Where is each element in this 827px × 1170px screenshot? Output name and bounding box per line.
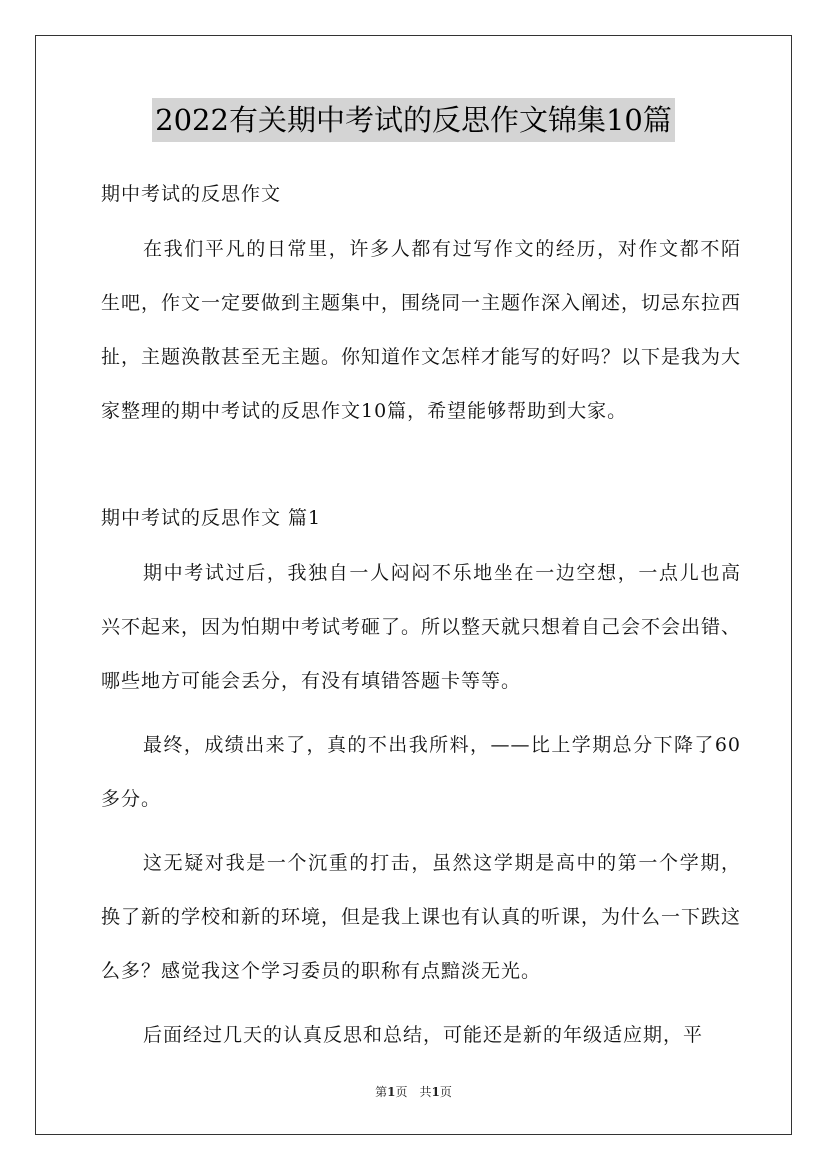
document-title: 2022有关期中考试的反思作文锦集10篇 xyxy=(152,98,675,142)
page-prefix: 第 xyxy=(375,1085,388,1099)
body-paragraph: 最终，成绩出来了，真的不出我所料，——比上学期总分下降了60多分。 xyxy=(101,734,741,810)
page-current: 1 xyxy=(387,1085,396,1099)
page-suffix: 页 xyxy=(439,1085,452,1099)
page-footer xyxy=(0,1083,827,1101)
body-paragraph: 后面经过几天的认真反思和总结，可能还是新的年级适应期，平 xyxy=(143,1024,704,1046)
title-container xyxy=(0,98,827,142)
page-total: 1 xyxy=(431,1085,440,1099)
page-mid: 页 共 xyxy=(395,1085,432,1099)
body-paragraph: 期中考试过后，我独自一人闷闷不乐地坐在一边空想，一点儿也高兴不起来，因为怕期中考试考砸了。所以整天就只想着自己会不会出错、哪些地方可能会丢分，有没有填错答题卡等等。 xyxy=(101,562,742,692)
intro-paragraph: 在我们平凡的日常里，许多人都有过写作文的经历，对作文都不陌生吧，作文一定要做到主题集中，围绕同一主题作深入阐述，切忌东拉西扯，主题涣散甚至无主题。你知道作文怎样才能写的好吗？以下是我为大家整理的期中考试的反思作文10篇，希望能够帮助到大家。 xyxy=(101,238,742,422)
intro-heading: 期中考试的反思作文 xyxy=(101,183,282,205)
section-heading: 期中考试的反思作文 篇1 xyxy=(101,507,322,529)
body-paragraph: 这无疑对我是一个沉重的打击，虽然这学期是高中的第一个学期，换了新的学校和新的环境，但是我上课也有认真的听课，为什么一下跌这么多？感觉我这个学习委员的职称有点黯淡无光。 xyxy=(101,852,742,982)
document-body xyxy=(101,172,741,1062)
